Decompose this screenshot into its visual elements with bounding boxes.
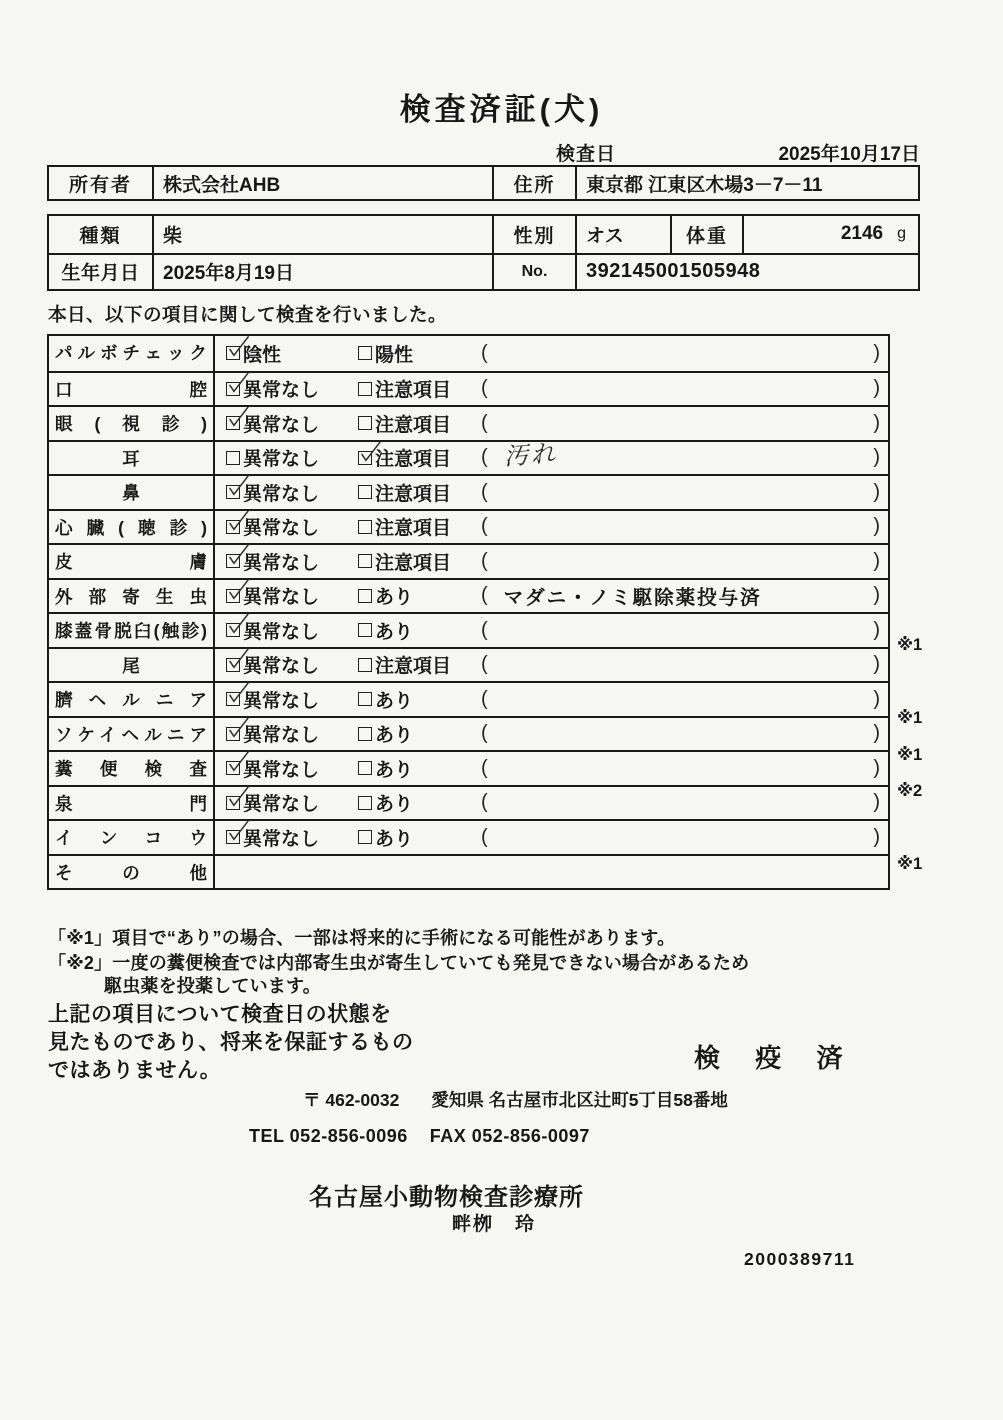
footnote-mark: ※1 <box>897 745 923 764</box>
close-paren: ) <box>873 618 880 641</box>
inspection-table <box>47 334 890 890</box>
item-name: 耳 <box>49 442 215 475</box>
owner-value: 株式会社AHB <box>152 167 492 199</box>
page-title: 検査済証(犬) <box>399 92 604 127</box>
marks-column <box>890 334 936 919</box>
checkbox <box>358 382 372 396</box>
checkbox <box>226 346 240 360</box>
checkbox-box-icon <box>358 830 372 844</box>
close-paren: ) <box>873 653 880 676</box>
disclaimer-line-1: 上記の項目について検査日の状態を <box>48 1003 392 1026</box>
check-option <box>358 479 481 506</box>
open-paren: ( <box>481 653 488 676</box>
clinic-address: 愛知県 名古屋市北区辻町5丁目58番地 <box>431 1090 728 1110</box>
open-paren: ( <box>481 341 488 364</box>
footnote-mark <box>890 883 936 920</box>
option-label: 異常なし <box>243 828 320 850</box>
checkbox <box>226 727 240 741</box>
clinic-name: 名古屋小動物検査診療所 <box>309 1184 584 1211</box>
open-paren: ( <box>481 584 488 607</box>
note-group <box>481 515 888 538</box>
table-row <box>49 819 888 854</box>
open-paren: ( <box>481 411 488 434</box>
footnote-mark: ※1 <box>897 636 923 655</box>
open-paren: ( <box>481 480 488 503</box>
option-label: 注意項目 <box>375 552 452 574</box>
check-option <box>226 479 358 506</box>
checkbox <box>226 485 240 499</box>
checkbox-box-icon <box>358 658 372 672</box>
table-row <box>49 716 888 751</box>
checkbox <box>226 761 240 775</box>
check-option <box>226 548 358 575</box>
option-label: あり <box>375 828 414 850</box>
check-option <box>226 444 358 471</box>
item-content <box>215 614 888 647</box>
option-label: 注意項目 <box>375 518 452 540</box>
check-mark-icon <box>224 644 252 673</box>
checkbox-box-icon <box>358 692 372 706</box>
check-option <box>358 340 481 367</box>
close-paren: ) <box>873 584 880 607</box>
table-row <box>49 509 888 544</box>
note-group <box>481 722 888 745</box>
check-mark-icon <box>356 437 384 466</box>
check-mark-icon <box>224 540 252 569</box>
note-group <box>481 440 888 475</box>
check-option <box>358 548 481 575</box>
footnote-mark <box>890 372 936 409</box>
check-option <box>358 789 481 816</box>
option-label: 異常なし <box>243 414 320 436</box>
option-label: あり <box>375 621 414 643</box>
table-row <box>49 440 888 475</box>
close-paren: ) <box>873 549 880 572</box>
note-group <box>481 826 888 849</box>
footnote-mark <box>890 810 936 847</box>
check-mark-icon <box>224 471 252 500</box>
checkbox-box-icon <box>358 727 372 741</box>
option-label: 異常なし <box>243 690 320 712</box>
owner-label: 所有者 <box>68 174 132 196</box>
check-option <box>226 651 358 678</box>
check-option <box>226 789 358 816</box>
close-paren: ) <box>873 791 880 814</box>
checkbox-box-icon <box>358 346 372 360</box>
open-paren: ( <box>481 515 488 538</box>
option-label: 異常なし <box>243 518 320 540</box>
checkbox <box>358 830 372 844</box>
check-mark-icon <box>224 747 252 776</box>
note-group <box>481 688 888 711</box>
item-content <box>215 336 888 371</box>
open-paren: ( <box>481 722 488 745</box>
option-label: あり <box>375 725 414 747</box>
checkbox <box>226 623 240 637</box>
note-group <box>481 481 888 504</box>
disclaimer-text <box>48 1001 414 1085</box>
item-content <box>215 545 888 578</box>
check-option <box>358 824 481 851</box>
footnote-mark <box>890 335 936 372</box>
footnote-mark: ※1 <box>897 855 923 874</box>
check-option <box>358 617 481 644</box>
item-name: パルボチェック <box>49 336 215 371</box>
animal-table <box>47 214 920 291</box>
option-label: 異常なし <box>243 621 320 643</box>
checkbox <box>358 485 372 499</box>
item-name: 皮膚 <box>49 545 215 578</box>
item-content <box>215 649 888 682</box>
option-label: 異常なし <box>243 794 320 816</box>
check-option <box>358 582 481 609</box>
item-name: 膝蓋骨脱臼(触診) <box>49 614 215 647</box>
note-text: 汚れ <box>502 440 559 472</box>
clinic-address-line <box>303 1087 728 1112</box>
disclaimer-line-3: ではありません。 <box>48 1059 222 1082</box>
close-paren: ) <box>873 825 880 848</box>
checkbox <box>358 692 372 706</box>
check-option <box>226 513 358 540</box>
inspection-date-label: 検査日 <box>556 144 617 165</box>
table-row <box>49 543 888 578</box>
footnote-mark <box>890 445 936 482</box>
check-option <box>226 755 358 782</box>
footnote-2-continued: 駆虫薬を投薬しています。 <box>104 976 321 996</box>
checkbox-box-icon <box>358 623 372 637</box>
item-name: 泉門 <box>49 787 215 820</box>
check-mark-icon <box>224 332 252 361</box>
weight-label: 体重 <box>670 216 742 253</box>
table-row <box>49 750 888 785</box>
note-group <box>481 342 888 365</box>
checkbox <box>226 382 240 396</box>
checkbox <box>358 727 372 741</box>
checkbox <box>226 796 240 810</box>
checkbox <box>358 416 372 430</box>
close-paren: ) <box>873 515 880 538</box>
item-content <box>215 580 888 613</box>
no-label: No. <box>492 255 575 290</box>
item-content <box>215 821 888 854</box>
item-name: 糞便検査 <box>49 752 215 785</box>
check-mark-icon <box>224 506 252 535</box>
option-label: あり <box>375 794 414 816</box>
breed-value: 柴 <box>152 216 492 253</box>
birth-label: 生年月日 <box>61 263 140 285</box>
note-group <box>481 653 888 676</box>
open-paren: ( <box>481 618 488 641</box>
item-name: 眼(視診) <box>49 407 215 440</box>
item-name: 口腔 <box>49 373 215 406</box>
check-option <box>358 651 481 678</box>
note-group <box>481 757 888 780</box>
option-label: 陽性 <box>375 344 414 366</box>
checkbox <box>226 692 240 706</box>
close-paren: ) <box>873 722 880 745</box>
check-option <box>226 410 358 437</box>
item-content <box>215 373 888 406</box>
checkbox <box>358 658 372 672</box>
checkbox-box-icon <box>358 520 372 534</box>
checkbox <box>226 830 240 844</box>
table-row <box>49 336 888 371</box>
close-paren: ) <box>873 756 880 779</box>
check-mark-icon <box>224 368 252 397</box>
checkbox-box-icon <box>226 451 240 465</box>
footnote-mark <box>890 518 936 555</box>
close-paren: ) <box>873 480 880 503</box>
clinic-postal: 〒 462-0032 <box>303 1090 400 1110</box>
checkbox <box>226 658 240 672</box>
check-mark-icon <box>224 713 252 742</box>
item-name: 鼻 <box>49 476 215 509</box>
note-group <box>481 619 888 642</box>
check-option <box>358 410 481 437</box>
sex-label: 性別 <box>492 216 575 253</box>
checkbox-box-icon <box>358 761 372 775</box>
option-label: 異常なし <box>243 449 320 471</box>
open-paren: ( <box>481 446 488 469</box>
option-label: あり <box>375 690 414 712</box>
checkbox <box>358 623 372 637</box>
check-mark-icon <box>224 609 252 638</box>
option-label: 異常なし <box>243 725 320 747</box>
clinic-tel-line <box>249 1126 590 1147</box>
checkbox-box-icon <box>358 382 372 396</box>
check-option <box>226 686 358 713</box>
footnote-1: 「※1」項目で“あり”の場合、一部は将来的に手術になる可能性があります。 <box>48 928 676 948</box>
checkbox <box>358 589 372 603</box>
option-label: 異常なし <box>243 587 320 609</box>
checkbox <box>226 451 240 465</box>
weight-value <box>742 216 918 253</box>
open-paren: ( <box>481 791 488 814</box>
owner-table <box>47 165 920 201</box>
item-content <box>215 511 888 544</box>
footnote-mark <box>890 664 936 701</box>
check-option <box>358 444 481 471</box>
check-option <box>358 686 481 713</box>
item-content <box>215 787 888 820</box>
check-option <box>358 720 481 747</box>
check-option <box>226 720 358 747</box>
check-mark-icon <box>224 782 252 811</box>
item-name: インコウ <box>49 821 215 854</box>
item-name: 臍ヘルニア <box>49 683 215 716</box>
option-label: 注意項目 <box>375 449 452 471</box>
disclaimer-line-2: 見たものであり、将来を保証するもの <box>48 1031 414 1054</box>
check-option <box>226 824 358 851</box>
open-paren: ( <box>481 377 488 400</box>
sex-value: オス <box>575 216 670 253</box>
footnote-mark <box>890 408 936 445</box>
quarantine-stamp: 検 疫 済 <box>694 1043 857 1073</box>
clinic-tel: TEL 052-856-0096 <box>249 1126 408 1146</box>
inspection-table-area <box>47 334 936 919</box>
note-group <box>481 791 888 814</box>
checkbox-box-icon <box>358 485 372 499</box>
vet-name: 畔栁 玲 <box>452 1214 537 1235</box>
item-content <box>215 856 888 889</box>
footnote-mark <box>890 481 936 518</box>
open-paren: ( <box>481 687 488 710</box>
option-label: 陰性 <box>243 344 282 366</box>
clinic-fax: FAX 052-856-0097 <box>429 1126 590 1146</box>
close-paren: ) <box>873 687 880 710</box>
option-label: 異常なし <box>243 656 320 678</box>
note-text: マダニ・ノミ駆除薬投与済 <box>503 586 762 609</box>
checkbox <box>358 761 372 775</box>
table-row <box>49 785 888 820</box>
checkbox <box>226 554 240 568</box>
option-label: 注意項目 <box>375 414 452 436</box>
weight-unit: g <box>897 225 906 243</box>
table-row <box>49 371 888 406</box>
checkbox <box>358 346 372 360</box>
checkbox <box>226 520 240 534</box>
close-paren: ) <box>873 341 880 364</box>
option-label: 異常なし <box>243 483 320 505</box>
close-paren: ) <box>873 377 880 400</box>
check-mark-icon <box>224 575 252 604</box>
check-option <box>358 513 481 540</box>
option-label: 異常なし <box>243 380 320 402</box>
checkbox-box-icon <box>358 589 372 603</box>
address-label: 住所 <box>492 167 575 199</box>
open-paren: ( <box>481 549 488 572</box>
option-label: 注意項目 <box>375 483 452 505</box>
checkbox <box>358 554 372 568</box>
check-mark-icon <box>224 816 252 845</box>
option-label: 注意項目 <box>375 380 452 402</box>
checkbox-box-icon <box>358 416 372 430</box>
close-paren: ) <box>873 446 880 469</box>
intro-text: 本日、以下の項目に関して検査を行いました。 <box>48 304 448 325</box>
check-mark-icon <box>224 678 252 707</box>
item-content <box>215 442 888 475</box>
checkbox-box-icon <box>358 554 372 568</box>
item-content <box>215 752 888 785</box>
check-option <box>358 375 481 402</box>
table-row <box>49 578 888 613</box>
option-label: あり <box>375 759 414 781</box>
item-name: その他 <box>49 856 215 889</box>
item-content <box>215 476 888 509</box>
weight-number: 2146 <box>840 223 884 245</box>
checkbox <box>358 796 372 810</box>
check-mark-icon <box>224 402 252 431</box>
serial-number: 2000389711 <box>744 1249 856 1269</box>
close-paren: ) <box>873 411 880 434</box>
no-value: 392145001505948 <box>575 255 918 290</box>
item-name: 心臓(聴診) <box>49 511 215 544</box>
open-paren: ( <box>481 756 488 779</box>
item-name: 尾 <box>49 649 215 682</box>
table-row <box>49 854 888 889</box>
note-group <box>481 377 888 400</box>
footnote-mark <box>890 591 936 628</box>
item-name: 外部寄生虫 <box>49 580 215 613</box>
footnote-mark: ※2 <box>897 782 923 801</box>
birth-value: 2025年8月19日 <box>152 255 492 290</box>
item-name: ソケイヘルニア <box>49 718 215 751</box>
option-label: あり <box>375 587 414 609</box>
checkbox <box>226 416 240 430</box>
checkbox-box-icon <box>358 796 372 810</box>
table-row <box>49 474 888 509</box>
address-value: 東京都 江東区木場3－7－11 <box>575 167 918 199</box>
table-row <box>49 647 888 682</box>
check-option <box>226 582 358 609</box>
note-group <box>481 550 888 573</box>
table-row <box>49 681 888 716</box>
checkbox <box>358 520 372 534</box>
option-label: 異常なし <box>243 759 320 781</box>
check-option <box>358 755 481 782</box>
option-label: 異常なし <box>243 552 320 574</box>
footnote-2: 「※2」一度の糞便検査では内部寄生虫が寄生していても発見できない場合があるため <box>48 953 750 973</box>
check-option <box>226 340 358 367</box>
table-row <box>49 612 888 647</box>
check-option <box>226 617 358 644</box>
checkbox <box>358 451 372 465</box>
inspection-date-value: 2025年10月17日 <box>778 144 920 165</box>
footnote-mark: ※1 <box>897 709 923 728</box>
footnote-mark <box>890 554 936 591</box>
option-label: 注意項目 <box>375 656 452 678</box>
breed-label: 種類 <box>79 225 122 247</box>
open-paren: ( <box>481 825 488 848</box>
item-content <box>215 683 888 716</box>
note-group <box>481 582 888 610</box>
check-option <box>226 375 358 402</box>
item-content <box>215 718 888 751</box>
checkbox <box>226 589 240 603</box>
